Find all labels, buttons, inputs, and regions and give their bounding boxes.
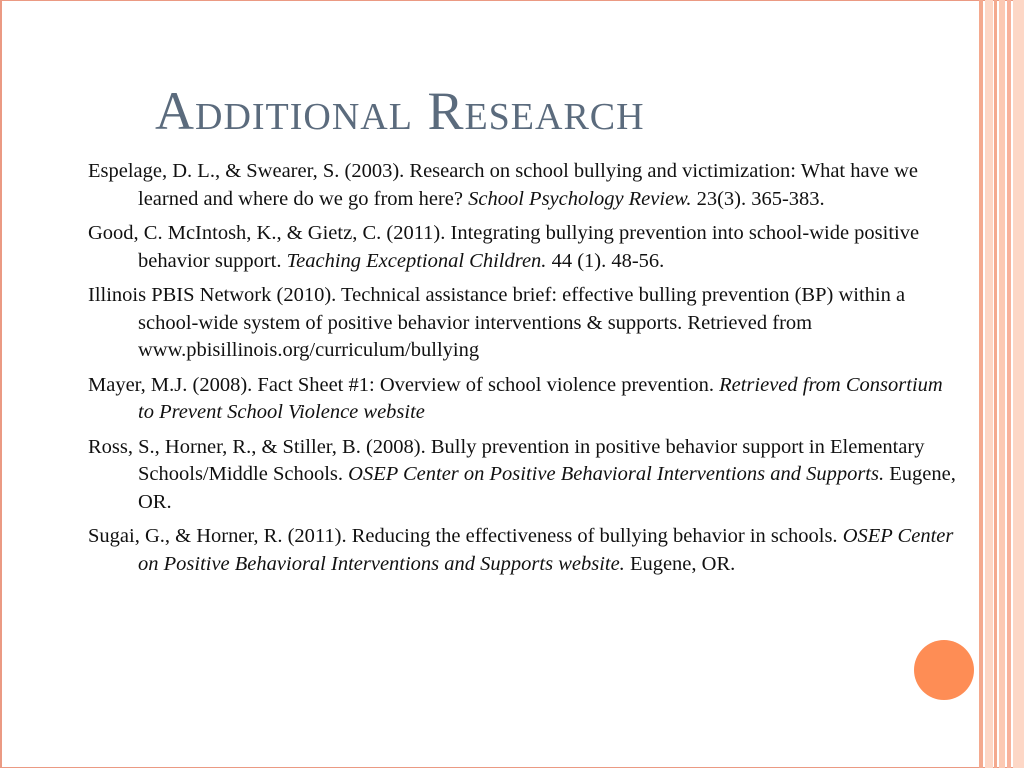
reference-source: OSEP Center on Positive Behavioral Interventions and Supports website. (138, 525, 954, 575)
slide-title: Additional Research (155, 81, 645, 141)
reference-item (88, 523, 958, 578)
reference-details: 23(3). 365-383. (691, 187, 825, 210)
reference-details: Eugene, OR. (138, 463, 956, 513)
decorative-stripe (994, 0, 997, 768)
reference-item (88, 282, 958, 365)
decorative-stripe (999, 0, 1005, 768)
reference-text: Espelage, D. L., & Swearer, S. (2003). Research on school bullying and victimization: What have we learned and where do we go from here? (88, 160, 918, 210)
reference-text: Ross, S., Horner, R., & Stiller, B. (2008). Bully prevention in positive behavior support in Elementary Schools/Middle Schools. (88, 435, 925, 485)
reference-source: Retrieved from Consortium to Prevent School Violence website (138, 373, 943, 423)
reference-text: Mayer, M.J. (2008). Fact Sheet #1: Overview of school violence prevention. (88, 373, 720, 396)
reference-source: OSEP Center on Positive Behavioral Interventions and Supports. (348, 463, 885, 485)
reference-text: Illinois PBIS Network (2010). Technical assistance brief: effective bulling prevention (BP) within a school-wide system of positive behavior interventions & supports. Retrieved from www.pbisillinois.org/curriculum/bullying (88, 284, 906, 361)
reference-item (88, 372, 958, 427)
reference-details: Eugene, OR. (624, 552, 736, 575)
reference-text: Sugai, G., & Horner, R. (2011). Reducing the effectiveness of bullying behavior in schools. (88, 525, 843, 547)
reference-details: 44 (1). 48-56. (546, 249, 665, 272)
decorative-stripe (979, 0, 983, 768)
reference-item (88, 220, 958, 275)
reference-text: Good, C. McIntosh, K., & Gietz, C. (2011). Integrating bullying prevention into school-wide positive behavior support. (88, 222, 920, 272)
reference-item (88, 158, 958, 213)
reference-source: Teaching Exceptional Children. (286, 249, 547, 272)
reference-item (88, 434, 958, 517)
frame-left-line (0, 0, 2, 768)
decorative-circle (914, 640, 974, 700)
decorative-stripe (1013, 0, 1024, 768)
decorative-stripe (1007, 0, 1011, 768)
reference-list (88, 158, 958, 585)
frame-top-line (0, 0, 1024, 1)
decorative-stripe (985, 0, 993, 768)
reference-source: School Psychology Review. (468, 187, 692, 210)
